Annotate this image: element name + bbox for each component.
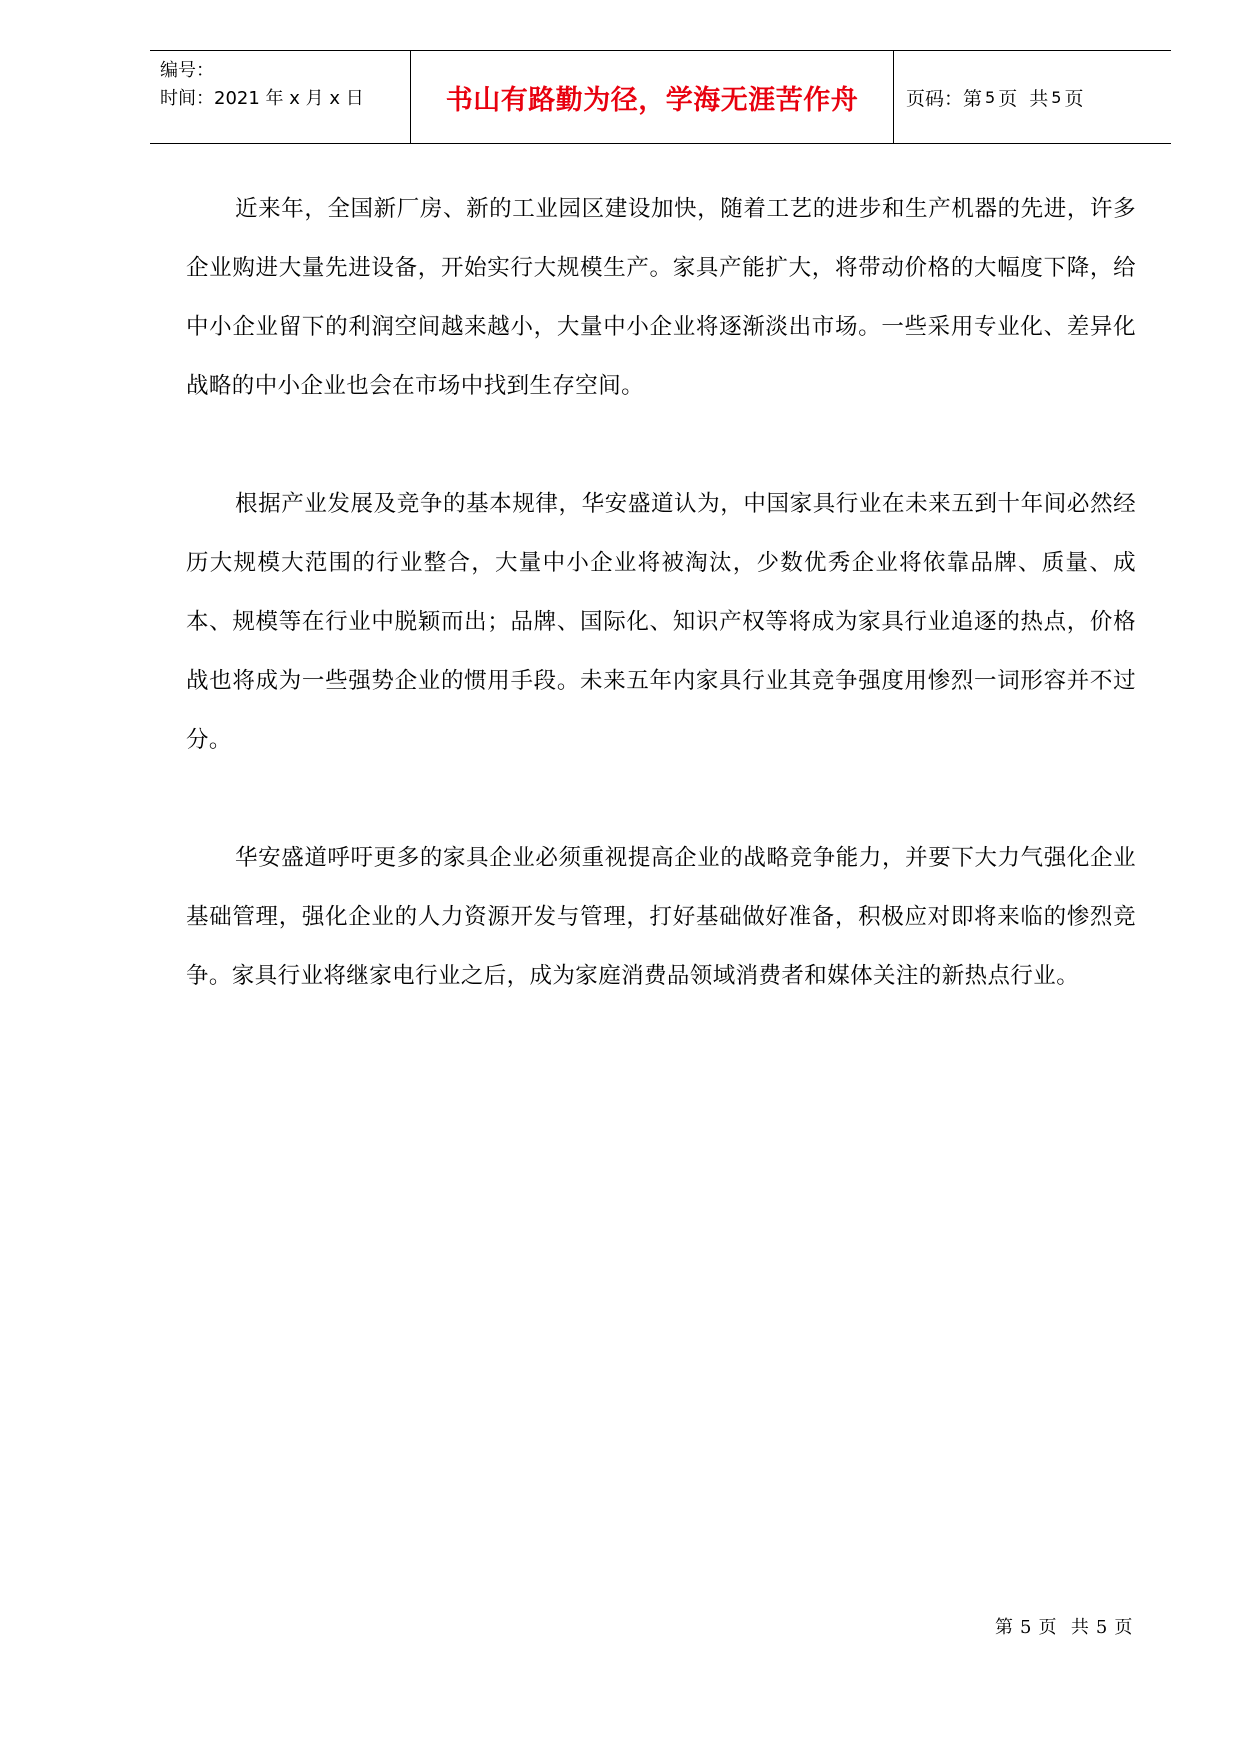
header-page-total: 5 bbox=[1051, 87, 1062, 107]
body-paragraph-2: 根据产业发展及竞争的基本规律，华安盛道认为，中国家具行业在未来五到十年间必然经历大规模大范围的行业整合，大量中小企业将被淘汰，少数优秀企业将依靠品牌、质量、成本、规模等在行业中脱颖而出；品牌、国际化、知识产权等将成为家具行业追逐的热点，价格战也将成为一些强势企业的惯用手段。未来五年内家具行业其竞争强度用惨烈一词形容并不过分。 bbox=[186, 491, 1136, 753]
header-motto: 书山有路勤为径，学海无涯苦作舟 bbox=[445, 84, 859, 116]
header-page-current: 5 bbox=[985, 87, 996, 107]
header-page-mid: 页 共 bbox=[998, 87, 1049, 110]
header-motto-cell bbox=[410, 51, 894, 143]
document-number-label: 编号： bbox=[160, 60, 214, 81]
header-meta bbox=[150, 51, 410, 143]
document-body bbox=[186, 180, 1136, 1065]
header-page-suffix: 页 bbox=[1064, 87, 1084, 110]
page-header bbox=[150, 50, 1171, 144]
footer-mid: 页 共 bbox=[1038, 1617, 1090, 1638]
footer-page-total: 5 bbox=[1095, 1617, 1109, 1638]
footer-prefix: 第 bbox=[995, 1617, 1014, 1638]
body-paragraph-1: 近来年，全国新厂房、新的工业园区建设加快，随着工艺的进步和生产机器的先进，许多企业购进大量先进设备，开始实行大规模生产。家具产能扩大，将带动价格的大幅度下降，给中小企业留下的利润空间越来越小，大量中小企业将逐渐淡出市场。一些采用专业化、差异化战略的中小企业也会在市场中找到生存空间。 bbox=[186, 196, 1136, 399]
footer-page-current: 5 bbox=[1020, 1617, 1033, 1638]
body-paragraph-3: 华安盛道呼吁更多的家具企业必须重视提高企业的战略竞争能力，并要下大力气强化企业基础管理，强化企业的人力资源开发与管理，打好基础做好准备，积极应对即将来临的惨烈竞争。家具行业将继家电行业之后，成为家庭消费品领域消费者和媒体关注的新热点行业。 bbox=[186, 845, 1136, 989]
document-time-label: 时间：2021 年 x 月 x 日 bbox=[160, 88, 364, 109]
page-footer bbox=[995, 1613, 1133, 1639]
header-page-info bbox=[894, 51, 1171, 143]
header-page-prefix: 页码：第 bbox=[906, 87, 983, 110]
footer-suffix: 页 bbox=[1114, 1617, 1134, 1638]
